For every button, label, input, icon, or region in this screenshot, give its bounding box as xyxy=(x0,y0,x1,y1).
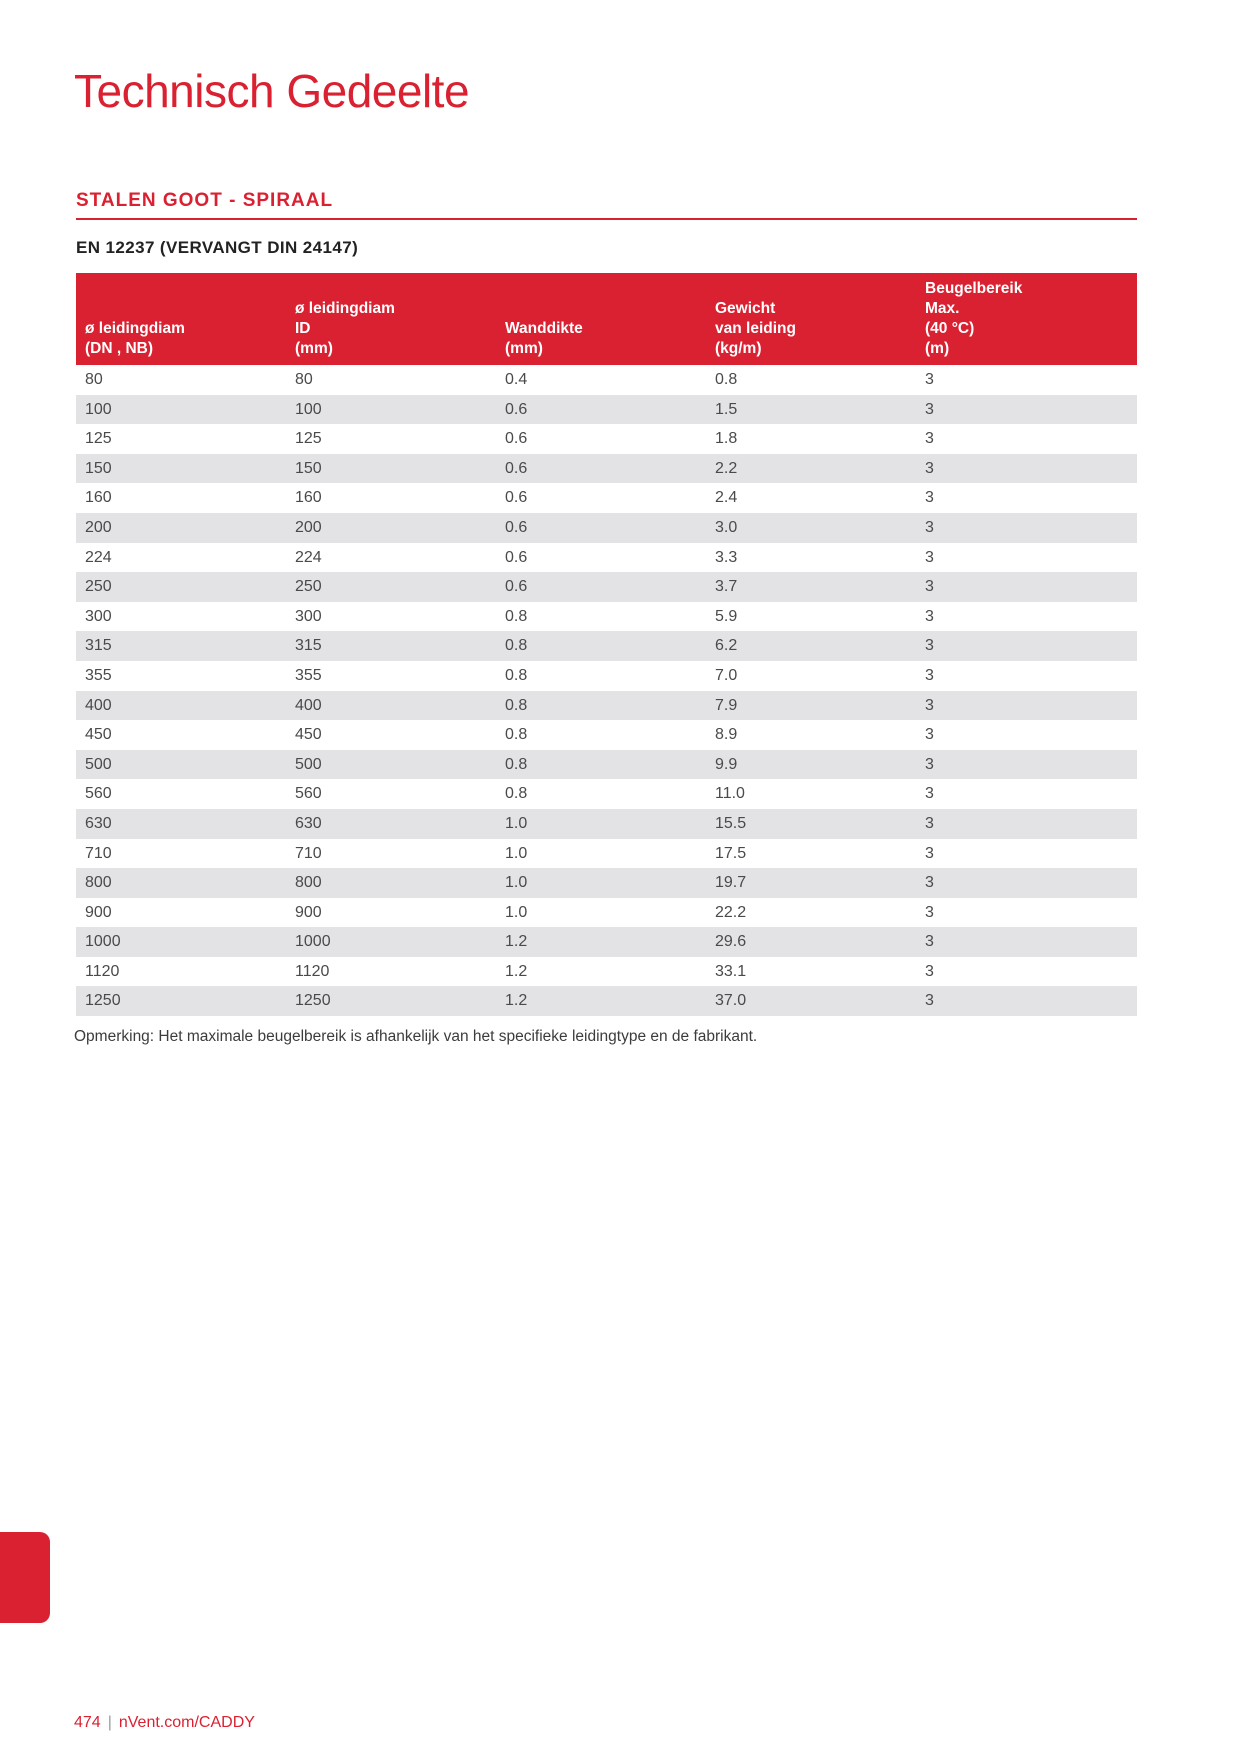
table-row xyxy=(76,543,1137,573)
table-cell-bracket-span: 3 xyxy=(916,750,1137,780)
column-header-dn-nb xyxy=(76,273,286,365)
table-cell-wall-thickness: 0.6 xyxy=(496,513,706,543)
table-row xyxy=(76,631,1137,661)
table-cell-weight: 7.9 xyxy=(706,691,916,721)
table-cell-bracket-span: 3 xyxy=(925,903,934,921)
table-cell-dn-nb: 80 xyxy=(85,371,103,388)
specification-table xyxy=(76,273,1137,1016)
table-cell-bracket-span: 3 xyxy=(925,607,934,625)
table-body xyxy=(76,365,1137,1016)
table-cell-id-mm: 224 xyxy=(295,548,322,566)
table-cell-id-mm: 250 xyxy=(286,572,496,602)
table-cell-weight: 1.5 xyxy=(706,395,916,425)
table-cell-bracket-span: 3 xyxy=(925,666,934,684)
table-row xyxy=(76,720,1137,750)
table-cell-wall-thickness: 1.0 xyxy=(505,903,528,921)
column-header-line: Max. xyxy=(925,300,960,317)
table-cell-id-mm: 450 xyxy=(295,726,322,744)
table-cell-id-mm: 160 xyxy=(295,489,322,507)
table-cell-wall-thickness: 0.6 xyxy=(496,395,706,425)
table-cell-weight: 0.8 xyxy=(715,371,738,388)
table-cell-id-mm: 315 xyxy=(286,631,496,661)
table-cell-wall-thickness: 1.2 xyxy=(505,962,528,980)
table-cell-dn-nb: 900 xyxy=(85,903,112,921)
table-cell-wall-thickness: 0.6 xyxy=(496,572,706,602)
table-cell-dn-nb: 1120 xyxy=(85,962,120,980)
page-title: Technisch Gedeelte xyxy=(74,65,470,117)
table-cell-bracket-span: 3 xyxy=(916,986,1137,1016)
table-cell-bracket-span: 3 xyxy=(925,726,934,744)
table-cell-wall-thickness: 1.0 xyxy=(496,809,706,839)
table-cell-dn-nb: 160 xyxy=(85,489,112,507)
table-cell-weight: 3.3 xyxy=(715,548,738,566)
table-cell-bracket-span: 3 xyxy=(916,572,1137,602)
table-cell-id-mm: 1120 xyxy=(295,962,330,980)
table-cell-id-mm: 710 xyxy=(295,844,322,862)
table-cell-dn-nb: 560 xyxy=(85,785,112,803)
side-tab-marker xyxy=(0,1532,50,1623)
table-cell-weight: 6.2 xyxy=(706,631,916,661)
table-cell-weight: 5.9 xyxy=(715,607,738,625)
table-cell-wall-thickness: 1.0 xyxy=(496,868,706,898)
column-header-line: (kg/m) xyxy=(715,340,762,357)
table-cell-bracket-span: 3 xyxy=(916,691,1137,721)
table-cell-id-mm: 900 xyxy=(295,903,322,921)
column-header-line: ø leidingdiam xyxy=(85,320,185,337)
table-row xyxy=(76,691,1137,721)
table-cell-id-mm: 300 xyxy=(295,607,322,625)
table-cell-wall-thickness: 0.8 xyxy=(505,666,528,684)
table-row xyxy=(76,750,1137,780)
table-cell-wall-thickness: 0.8 xyxy=(496,750,706,780)
table-row xyxy=(76,454,1137,484)
footer-website-link[interactable]: nVent.com/CADDY xyxy=(118,1714,255,1731)
table-cell-bracket-span: 3 xyxy=(925,785,934,803)
table-cell-dn-nb: 500 xyxy=(76,750,286,780)
table-cell-bracket-span: 3 xyxy=(925,844,934,862)
table-row xyxy=(76,483,1137,513)
table-cell-dn-nb: 630 xyxy=(76,809,286,839)
table-cell-weight: 19.7 xyxy=(706,868,916,898)
table-row xyxy=(76,365,1137,395)
table-cell-id-mm: 560 xyxy=(295,785,322,803)
table-cell-weight: 29.6 xyxy=(706,927,916,957)
table-cell-weight: 3.0 xyxy=(706,513,916,543)
table-cell-wall-thickness: 0.6 xyxy=(505,430,528,448)
table-cell-dn-nb: 710 xyxy=(85,844,112,862)
table-cell-weight: 9.9 xyxy=(706,750,916,780)
table-cell-wall-thickness: 0.8 xyxy=(496,691,706,721)
table-cell-weight: 8.9 xyxy=(715,726,738,744)
table-row xyxy=(76,927,1137,957)
table-cell-bracket-span: 3 xyxy=(916,809,1137,839)
table-cell-bracket-span: 3 xyxy=(916,395,1137,425)
table-cell-wall-thickness: 0.8 xyxy=(505,785,528,803)
table-cell-id-mm: 1250 xyxy=(286,986,496,1016)
table-cell-wall-thickness: 0.8 xyxy=(505,726,528,744)
table-row xyxy=(76,839,1137,869)
table-cell-dn-nb: 224 xyxy=(85,548,112,566)
table-cell-bracket-span: 3 xyxy=(925,489,934,507)
table-cell-dn-nb: 355 xyxy=(85,666,112,684)
column-header-line: Gewicht xyxy=(715,300,776,317)
table-cell-weight: 1.8 xyxy=(715,430,738,448)
table-cell-weight: 3.7 xyxy=(706,572,916,602)
table-cell-bracket-span: 3 xyxy=(916,513,1137,543)
table-cell-dn-nb: 315 xyxy=(76,631,286,661)
table-row xyxy=(76,957,1137,987)
table-cell-id-mm: 500 xyxy=(286,750,496,780)
table-cell-dn-nb: 300 xyxy=(85,607,112,625)
table-cell-bracket-span: 3 xyxy=(916,927,1137,957)
table-cell-dn-nb: 400 xyxy=(76,691,286,721)
column-header-weight xyxy=(706,273,916,365)
table-cell-dn-nb: 250 xyxy=(76,572,286,602)
table-cell-wall-thickness: 0.4 xyxy=(505,371,528,388)
table-row xyxy=(76,395,1137,425)
table-row xyxy=(76,513,1137,543)
table-cell-bracket-span: 3 xyxy=(916,631,1137,661)
table-cell-dn-nb: 1000 xyxy=(76,927,286,957)
table-cell-dn-nb: 1250 xyxy=(76,986,286,1016)
table-cell-dn-nb: 450 xyxy=(85,726,112,744)
table-cell-id-mm: 80 xyxy=(295,371,313,388)
section-heading: STALEN GOOT - SPIRAAL xyxy=(76,190,1137,220)
table-cell-wall-thickness: 0.8 xyxy=(496,631,706,661)
standard-subheading: EN 12237 (VERVANGT DIN 24147) xyxy=(76,238,359,257)
column-header-line: (mm) xyxy=(295,340,333,357)
table-row xyxy=(76,809,1137,839)
table-cell-weight: 37.0 xyxy=(706,986,916,1016)
table-cell-id-mm: 125 xyxy=(295,430,322,448)
table-cell-id-mm: 100 xyxy=(286,395,496,425)
table-cell-bracket-span: 3 xyxy=(916,454,1137,484)
table-cell-bracket-span: 3 xyxy=(925,430,934,448)
column-header-line: (mm) xyxy=(505,340,543,357)
table-row xyxy=(76,779,1137,809)
column-header-line: (DN , NB) xyxy=(85,340,154,357)
page-footer xyxy=(74,1714,255,1732)
table-cell-id-mm: 630 xyxy=(286,809,496,839)
table-cell-wall-thickness: 0.6 xyxy=(496,454,706,484)
page-number: 474 xyxy=(74,1714,101,1731)
table-cell-wall-thickness: 0.6 xyxy=(505,548,528,566)
table-cell-weight: 2.2 xyxy=(706,454,916,484)
table-cell-dn-nb: 150 xyxy=(76,454,286,484)
table-cell-id-mm: 200 xyxy=(286,513,496,543)
table-cell-wall-thickness: 1.0 xyxy=(505,844,528,862)
table-note: Opmerking: Het maximale beugelbereik is afhankelijk van het specifieke leidingtype en de fabrikant. xyxy=(74,1028,758,1045)
table-cell-dn-nb: 800 xyxy=(76,868,286,898)
table-cell-wall-thickness: 0.8 xyxy=(505,607,528,625)
column-header-line: ø leidingdiam xyxy=(295,300,395,317)
table-cell-weight: 22.2 xyxy=(715,903,747,921)
column-header-id-mm xyxy=(286,273,496,365)
table-row xyxy=(76,661,1137,691)
table-cell-id-mm: 355 xyxy=(295,666,322,684)
footer-separator: | xyxy=(107,1714,112,1731)
table-cell-dn-nb: 125 xyxy=(85,430,112,448)
table-row xyxy=(76,602,1137,632)
table-cell-weight: 15.5 xyxy=(706,809,916,839)
table-cell-bracket-span: 3 xyxy=(925,962,934,980)
table-row xyxy=(76,898,1137,928)
table-cell-weight: 11.0 xyxy=(715,785,745,803)
table-cell-weight: 7.0 xyxy=(715,666,738,684)
column-header-wall-thickness xyxy=(496,273,706,365)
table-cell-weight: 33.1 xyxy=(715,962,747,980)
column-header-bracket-span xyxy=(916,273,1137,365)
table-cell-dn-nb: 100 xyxy=(76,395,286,425)
table-row xyxy=(76,424,1137,454)
table-header-row xyxy=(76,273,1137,365)
table-cell-id-mm: 1000 xyxy=(286,927,496,957)
table-cell-bracket-span: 3 xyxy=(925,548,934,566)
table-row xyxy=(76,572,1137,602)
table-cell-wall-thickness: 0.6 xyxy=(505,489,528,507)
table-row xyxy=(76,986,1137,1016)
column-header-line: Wanddikte xyxy=(505,320,583,337)
table-cell-bracket-span: 3 xyxy=(916,868,1137,898)
column-header-line: (40 °C) xyxy=(925,320,975,337)
table-cell-id-mm: 800 xyxy=(286,868,496,898)
table-cell-wall-thickness: 1.2 xyxy=(496,927,706,957)
table-cell-dn-nb: 200 xyxy=(76,513,286,543)
column-header-line: van leiding xyxy=(715,320,796,337)
table-cell-id-mm: 400 xyxy=(286,691,496,721)
column-header-line: ID xyxy=(295,320,311,337)
table-cell-id-mm: 150 xyxy=(286,454,496,484)
column-header-line: (m) xyxy=(925,340,950,357)
table-cell-wall-thickness: 1.2 xyxy=(496,986,706,1016)
column-header-line: Beugelbereik xyxy=(925,280,1023,297)
table-row xyxy=(76,868,1137,898)
table-cell-bracket-span: 3 xyxy=(925,371,934,388)
table-cell-weight: 17.5 xyxy=(715,844,747,862)
table-cell-weight: 2.4 xyxy=(715,489,738,507)
